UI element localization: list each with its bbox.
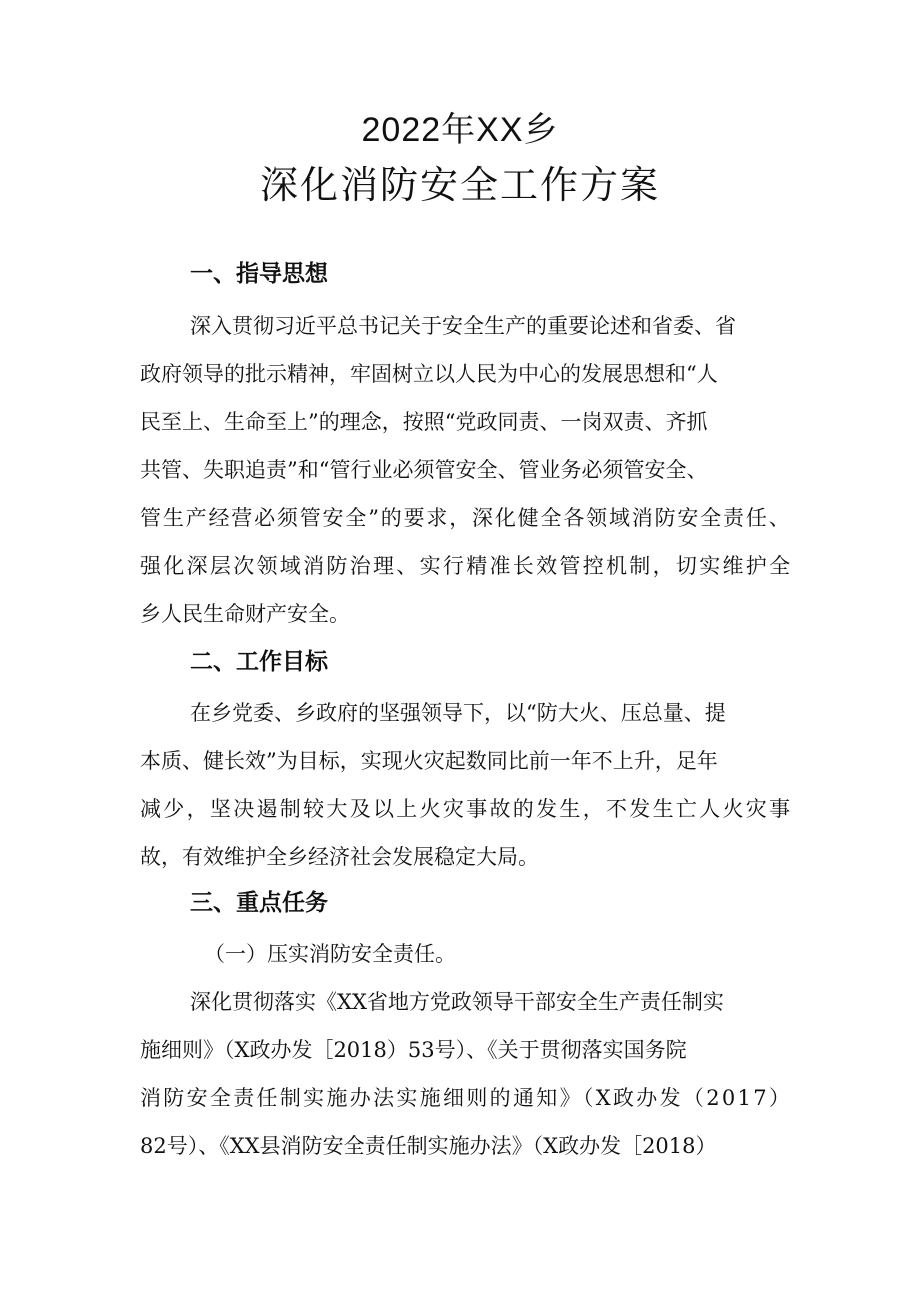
paragraph-line: 在乡党委、乡政府的坚强领导下，以“防大火、压总量、提 bbox=[190, 701, 726, 725]
paragraph-line: 本质、健长效”为目标，实现火灾起数同比前一年不上升，足年 bbox=[140, 749, 718, 773]
paragraph-line: 82号）、《XX县消防安全责任制实施办法》（X政办发［2018） bbox=[140, 1134, 717, 1158]
paragraph-line: 强化深层次领域消防治理、实行精准长效管控机制，切实维护全 bbox=[140, 554, 793, 578]
doc-title-line1: 2022年XX乡 bbox=[361, 111, 559, 149]
paragraph-line: 故，有效维护全乡经济社会发展稳定大局。 bbox=[140, 845, 539, 869]
paragraph-line: 管生产经营必须管安全”的要求，深化健全各领域消防安全责任、 bbox=[140, 506, 792, 530]
heading-guiding-ideology: 一、指导思想 bbox=[190, 261, 328, 287]
paragraph-line: 深化贯彻落实《XX省地方党政领导干部安全生产责任制实 bbox=[190, 990, 724, 1014]
paragraph-line: 乡人民生命财产安全。 bbox=[140, 602, 350, 626]
heading-work-goals: 二、工作目标 bbox=[190, 649, 328, 675]
heading-key-tasks: 三、重点任务 bbox=[190, 890, 328, 916]
paragraph-line: 消防安全责任制实施办法实施细则的通知》（X政办发（2017） bbox=[140, 1086, 793, 1110]
paragraph-line: 减少，坚决遏制较大及以上火灾事故的发生，不发生亡人火灾事 bbox=[140, 797, 793, 821]
paragraph-line: 深入贯彻习近平总书记关于安全生产的重要论述和省委、省 bbox=[190, 314, 736, 338]
doc-title-line2: 深化消防安全工作方案 bbox=[259, 163, 660, 207]
paragraph-line: 共管、失职追责”和“管行业必须管安全、管业务必须管安全、 bbox=[140, 458, 708, 482]
paragraph-line: 民至上、生命至上”的理念，按照“党政同责、一岗双责、齐抓 bbox=[140, 410, 708, 434]
subheading-fire-responsibility: （一）压实消防安全责任。 bbox=[204, 942, 456, 966]
paragraph-line: 施细则》（X政办发［2018）53号）、《关于贯彻落实国务院 bbox=[140, 1038, 687, 1062]
paragraph-line: 政府领导的批示精神，牢固树立以人民为中心的发展思想和“人 bbox=[140, 362, 718, 386]
